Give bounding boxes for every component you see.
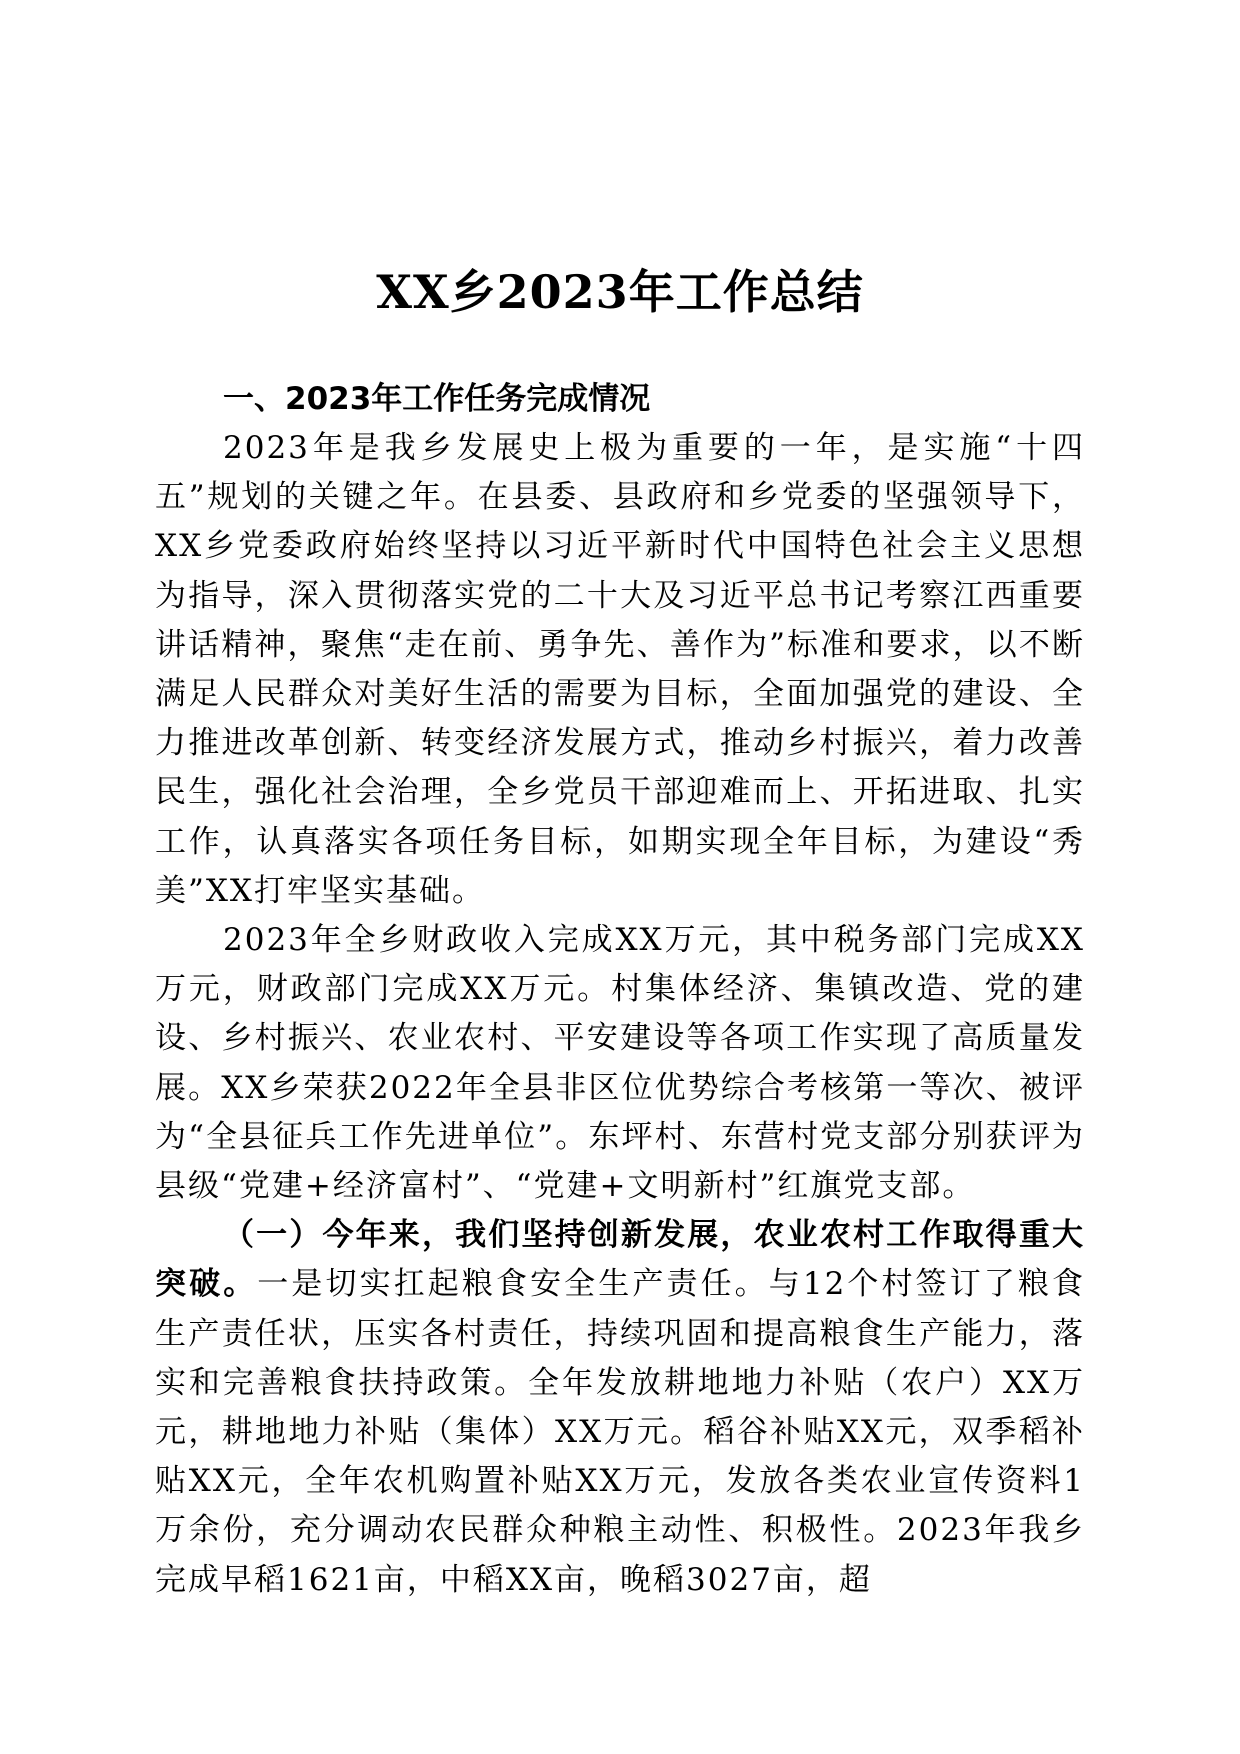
paragraph-agriculture (155, 1211, 1085, 1605)
paragraph-finance: 2023年全乡财政收入完成XX万元，其中税务部门完成XX万元，财政部门完成XX万元。村集体经济、集镇改造、党的建设、乡村振兴、农业农村、平安建设等各项工作实现了高质量发展。XX乡荣获2022年全县非区位优势综合考核第一等次、被评为“全县征兵工作先进单位”。东坪村、东营村党支部分别获评为县级“党建+经济富村”、“党建+文明新村”红旗党支部。 (155, 922, 1085, 1205)
paragraph-overview: 2023年是我乡发展史上极为重要的一年，是实施“十四五”规划的关键之年。在县委、县政府和乡党委的坚强领导下，XX乡党委政府始终坚持以习近平新时代中国特色社会主义思想为指导，深入贯彻落实党的二十大及习近平总书记考察江西重要讲话精神，聚焦“走在前、勇争先、善作为”标准和要求，以不断满足人民群众对美好生活的需要为目标，全面加强党的建设、全力推进改革创新、转变经济发展方式，推动乡村振兴，着力改善民生，强化社会治理，全乡党员干部迎难而上、开拓进取、扎实工作，认真落实各项任务目标，如期实现全年目标，为建设“秀美”XX打牢坚实基础。 (155, 430, 1085, 909)
section-heading: 一、2023年工作任务完成情况 (223, 381, 651, 417)
document-title: XX乡2023年工作总结 (376, 265, 864, 319)
paragraph-agriculture-body: 一是切实扛起粮食安全生产责任。与12个村签订了粮食生产责任状，压实各村责任，持续巩固和提高粮食生产能力，落实和完善粮食扶持政策。全年发放耕地地力补贴（农户）XX万元，耕地地力补贴（集体）XX万元。稻谷补贴XX元，双季稻补贴XX元，全年农机购置补贴XX万元，发放各类农业宣传资料1万余份，充分调动农民群众种粮主动性、积极性。2023年我乡完成早稻1621亩，中稻XX亩，晚稻3027亩，超 (155, 1266, 1085, 1598)
document-body (155, 375, 1085, 1605)
paragraph-agriculture-lead: （一）今年来，我们坚持创新发展，农业农村工作取得重大突破。 (155, 1217, 1085, 1303)
